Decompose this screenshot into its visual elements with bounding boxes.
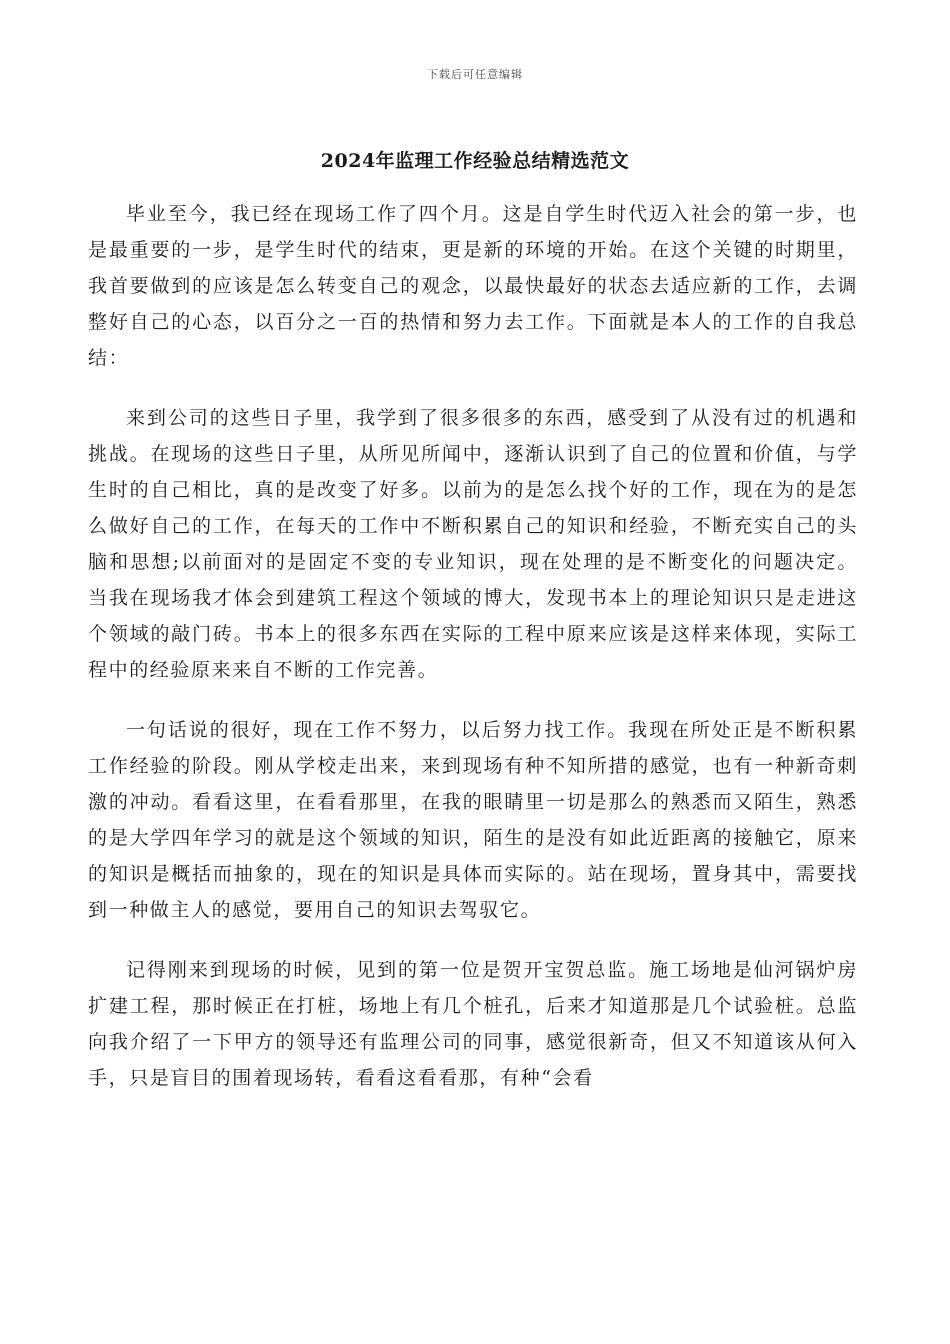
header-note: 下载后可任意编辑 xyxy=(427,68,523,81)
document-body xyxy=(88,196,858,1120)
document-title: 2024年监理工作经验总结精选范文 xyxy=(320,150,630,172)
paragraph: 毕业至今，我已经在现场工作了四个月。这是自学生时代迈入社会的第一步，也是最重要的一步，是学生时代的结束，更是新的环境的开始。在这个关键的时期里，我首要做到的应该是怎么转变自己的观念，以最快最好的状态去适应新的工作，去调整好自己的心态，以百分之一百的热情和努力去工作。下面就是本人的工作的自我总结： xyxy=(88,203,858,369)
paragraph: 记得刚来到现场的时候，见到的第一位是贺开宝贺总监。施工场地是仙河锅炉房扩建工程，那时候正在打桩，场地上有几个桩孔，后来才知道那是几个试验桩。总监向我介绍了一下甲方的领导还有监理公司的同事，感觉很新奇，但又不知道该从何入手，只是盲目的围着现场转，看看这看看那，有种“会看 xyxy=(88,959,858,1089)
paragraph: 来到公司的这些日子里，我学到了很多很多的东西，感受到了从没有过的机遇和挑战。在现场的这些日子里，从所见所闻中，逐渐认识到了自己的位置和价值，与学生时的自己相比，真的是改变了好多。以前为的是怎么找个好的工作，现在为的是怎么做好自己的工作，在每天的工作中不断积累自己的知识和经验，不断充实自己的头脑和思想;以前面对的是固定不变的专业知识，现在处理的是不断变化的问题决定。当我在现场我才体会到建筑工程这个领域的博大，发现书本上的理论知识只是走进这个领域的敲门砖。书本上的很多东西在实际的工程中原来应该是这样来体现，实际工程中的经验原来来自不断的工作完善。 xyxy=(88,407,858,681)
paragraph: 一句话说的很好，现在工作不努力，以后努力找工作。我现在所处正是不断积累工作经验的阶段。刚从学校走出来，来到现场有种不知所措的感觉，也有一种新奇刺激的冲动。看看这里，在看看那里，在我的眼睛里一切是那么的熟悉而又陌生，熟悉的是大学四年学习的就是这个领域的知识，陌生的是没有如此近距离的接触它，原来的知识是概括而抽象的，现在的知识是具体而实际的。站在现场，置身其中，需要找到一种做主人的感觉，要用自己的知识去驾驭它。 xyxy=(88,719,858,921)
